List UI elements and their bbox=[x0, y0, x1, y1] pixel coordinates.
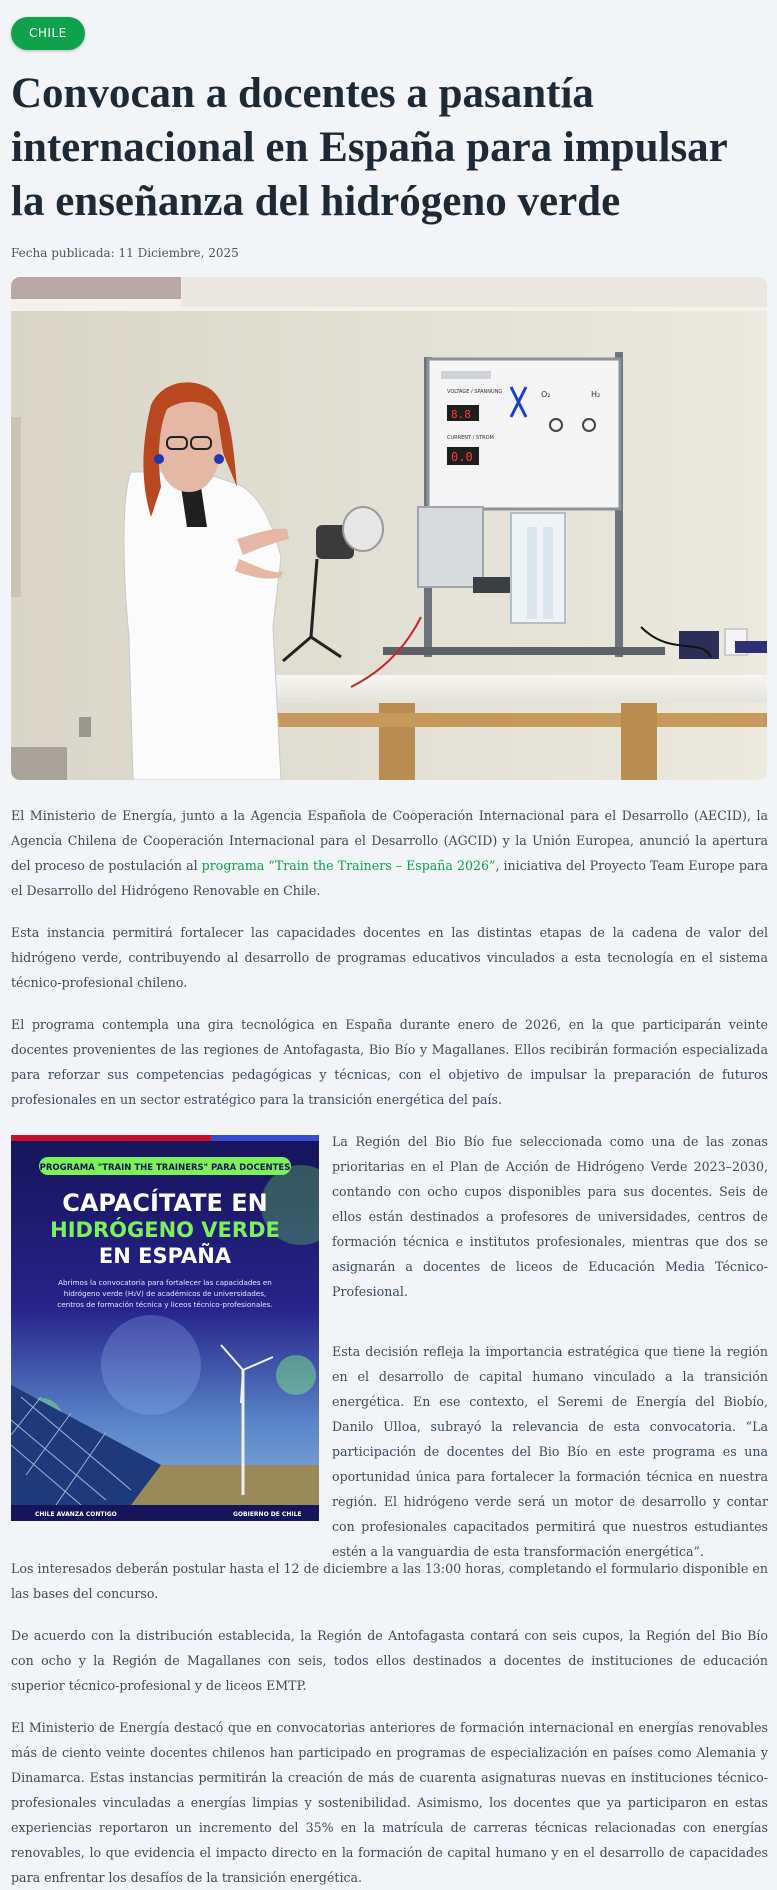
poster-side-text-1 bbox=[332, 1129, 768, 1304]
panel-current-label: CURRENT / STROM bbox=[447, 435, 494, 441]
o2-label: O₂ bbox=[541, 390, 551, 399]
paragraph-strategic: Esta decisión refleja la importancia estratégica que tiene la región en el desarrollo de capital humano vinculado a la transición energética. En ese contexto, el Seremi de Energía del Biobío, Danilo Ulloa, subrayó la relevancia de esta convocatoria. “La participación de docentes del Bio Bío en este programa es una oportunidad única para fortalecer la formación técnica en nuestra región. El hidrógeno verde será un motor de desarrollo y contar con profesionales capacitados permitirá que nuestros estudiantes estén a la vanguardia de esta transformación energética”. bbox=[332, 1344, 768, 1559]
program-poster bbox=[11, 1135, 319, 1521]
poster-desc-2: hidrógeno verde (H₂V) de académicos de universidades, bbox=[63, 1289, 267, 1298]
paragraph-distribution: De acuerdo con la distribución establecida, la Región de Antofagasta contará con seis cupos, la Región del Bio Bío con ocho y la Región de Magallanes con seis, todos ellos destinados a docentes de instituciones de educación superior técnico-profesional y de liceos EMTP. bbox=[11, 1628, 768, 1693]
poster-line-3: EN ESPAÑA bbox=[98, 1244, 232, 1268]
paragraph-intro bbox=[11, 803, 768, 903]
svg-text:8.8: 8.8 bbox=[451, 408, 471, 421]
program-link[interactable]: programa “Train the Trainers – España 2026” bbox=[201, 858, 496, 873]
poster-footer-right: GOBIERNO DE CHILE bbox=[233, 1511, 302, 1518]
article-body bbox=[11, 803, 768, 1890]
paragraph-bio-bio: La Región del Bio Bío fue seleccionada como una de las zonas prioritarias en el Plan de Acción de Hidrógeno Verde 2023–2030, contando con ocho cupos disponibles para sus docentes. Seis de ellos están destinados a profesores de universidades, centros de formación técnica e institutos profesionales, mientras que dos se asignarán a docentes de liceos de Educación Media Técnico-Profesional. bbox=[332, 1134, 768, 1299]
intro-text-before: El Ministerio de Energía, junto a la Agencia Española de Cooperación Internacional para el Desarrollo (AECID), la Agencia Chilena de Cooperación Internacional para el Desarrollo (AGCID) y la Unión Europea, anunció la apertura del proceso de postulación al bbox=[11, 808, 768, 873]
poster-desc-3: centros de formación técnica y liceos técnico-profesionales. bbox=[57, 1300, 273, 1309]
paragraph-program-tour: El programa contempla una gira tecnológica en España durante enero de 2026, en la que participarán veinte docentes provenientes de las regiones de Antofagasta, Bio Bío y Magallanes. Ellos recibirán formación especializada para reforzar sus competencias pedagógicas y técnicas, con el objetivo de impulsar la preparación de futuros profesionales en un sector estratégico para la transición energética del país. bbox=[11, 1017, 768, 1107]
poster-desc-1: Abrimos la convocatoria para fortalecer las capacidades en bbox=[58, 1278, 272, 1287]
poster-line-2: HIDRÓGENO VERDE bbox=[50, 1218, 280, 1242]
h2-label: H₂ bbox=[591, 390, 601, 399]
paragraph-past-programs: El Ministerio de Energía destacó que en convocatorias anteriores de formación internacional en energías renovables más de ciento veinte docentes chilenos han participado en programas de especialización en países como Alemania y Dinamarca. Estas instancias permitirán la creación de más de cuarenta asignaturas nuevas en instituciones técnico-profesionales vinculadas a energías limpias y sostenibilidad. Asimismo, los docentes que ya participaron en estas experiencias reportaron un incremento del 35% en la matrícula de carreras técnicas relacionadas con energías renovables, lo que evidencia el impacto directo en la formación de capital humano y en el desarrollo de capacidades para enfrentar los desafíos de la transición energética. bbox=[11, 1720, 768, 1885]
poster-footer-left: CHILE AVANZA CONTIGO bbox=[35, 1511, 117, 1518]
publish-date: Fecha publicada: 11 Diciembre, 2025 bbox=[11, 246, 239, 260]
panel-display: 0.0 bbox=[451, 450, 473, 464]
paragraph-deadline: Los interesados deberán postular hasta el 12 de diciembre a las 13:00 horas, completando el formulario disponible en las bases del concurso. bbox=[11, 1561, 768, 1601]
hero-image bbox=[11, 277, 767, 780]
poster-pill: PROGRAMA "TRAIN THE TRAINERS" PARA DOCENTES bbox=[39, 1163, 291, 1173]
poster-side-text-2 bbox=[332, 1339, 768, 1564]
article-page bbox=[11, 0, 768, 1890]
poster-line-1: CAPACÍTATE EN bbox=[62, 1189, 268, 1217]
category-badge[interactable]: CHILE bbox=[11, 17, 85, 50]
panel-voltage-label: VOLTAGE / SPANNUNG bbox=[447, 389, 503, 395]
article-title: Convocan a docentes a pasantía internacional en España para impulsar la enseñanza del hidrógeno verde bbox=[11, 70, 727, 225]
intro-text-after: , iniciativa del Proyecto Team Europe para el Desarrollo del Hidrógeno Renovable en Chile. bbox=[11, 858, 768, 898]
paragraph-capacities: Esta instancia permitirá fortalecer las capacidades docentes en las distintas etapas de la cadena de valor del hidrógeno verde, contribuyendo al desarrollo de programas educativos vinculados a esta tecnología en el sistema técnico-profesional chileno. bbox=[11, 925, 768, 990]
poster-section bbox=[11, 1129, 768, 1559]
